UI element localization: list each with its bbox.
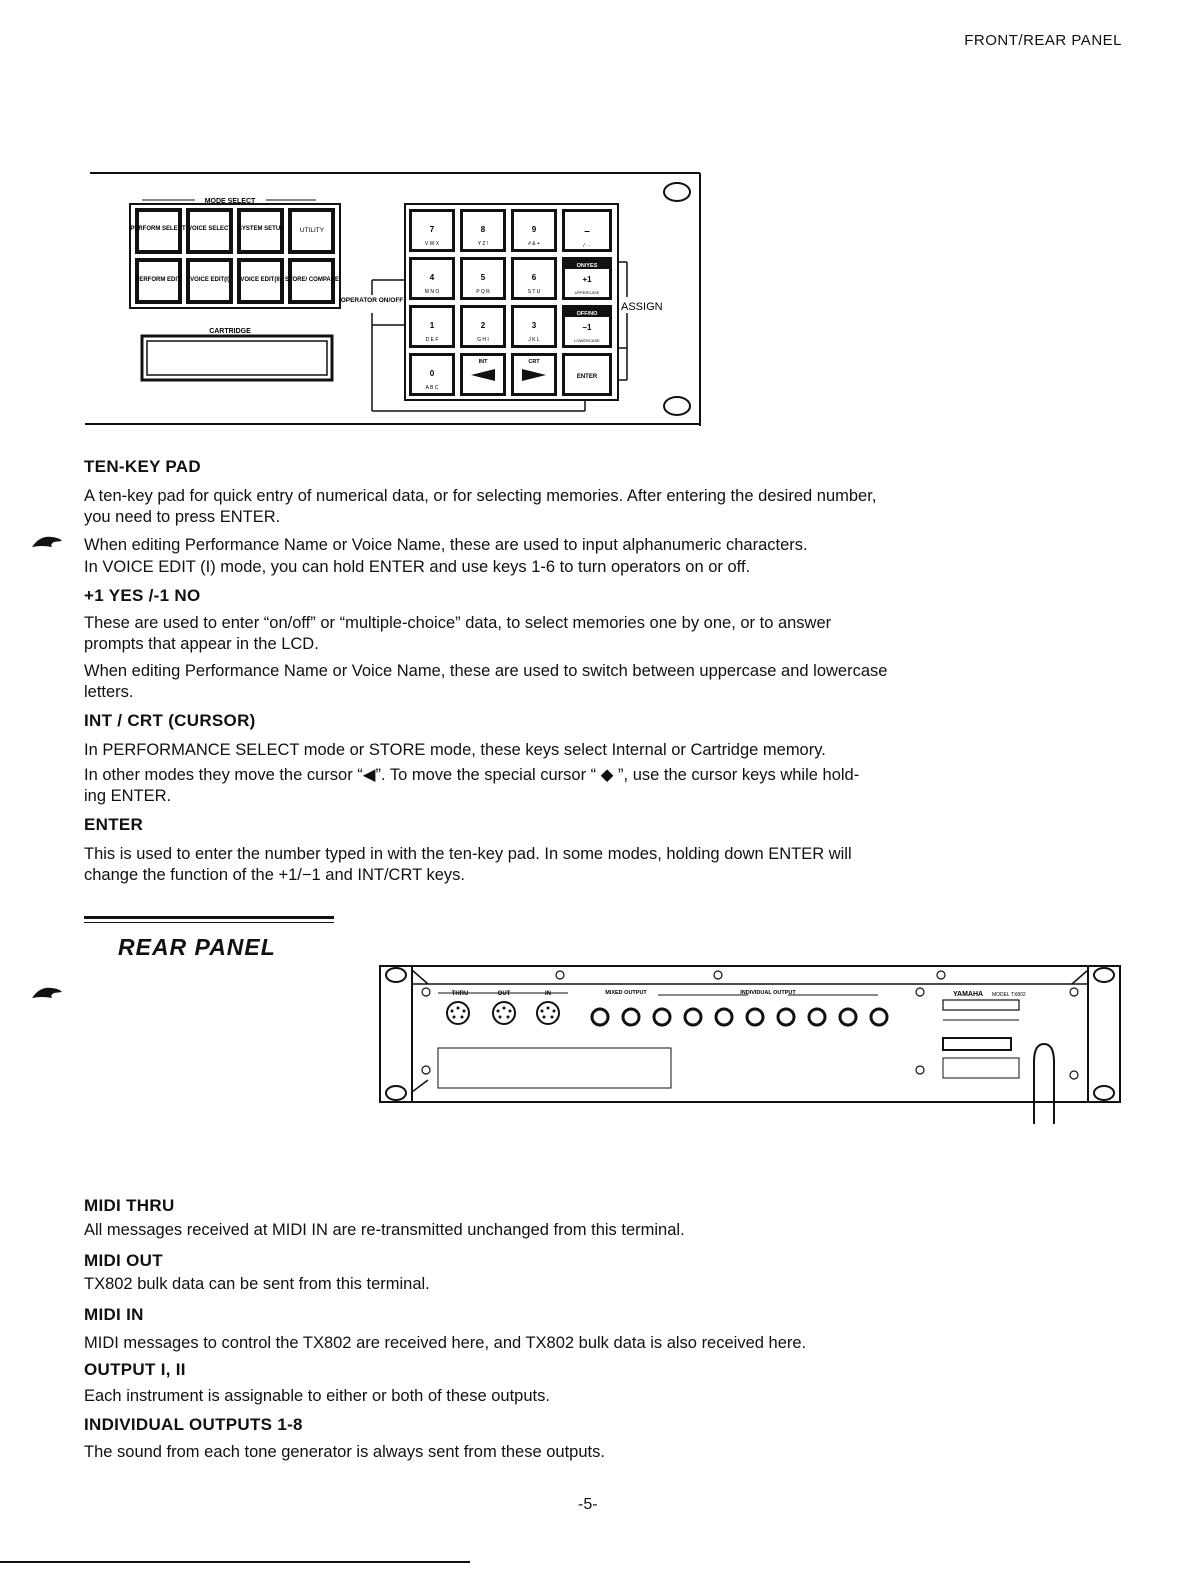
section-title-ten-key: TEN-KEY PAD <box>84 457 201 476</box>
individual-output-7-jack[interactable] <box>840 1009 856 1025</box>
svg-text:1: 1 <box>429 321 435 330</box>
assign-label: ASSIGN <box>621 301 663 313</box>
svg-text:S T U: S T U <box>527 289 541 295</box>
svg-text:9: 9 <box>531 225 537 234</box>
section-line: ing ENTER. <box>84 787 172 805</box>
svg-text:PERFORM SELECT: PERFORM SELECT <box>130 226 186 232</box>
margin-hand-icon <box>30 984 64 1002</box>
power-cord <box>1034 1044 1054 1124</box>
key-4[interactable] <box>409 257 455 300</box>
section-line: you need to press ENTER. <box>84 508 281 526</box>
svg-text:P Q R: P Q R <box>476 289 490 295</box>
individual-output-4-jack[interactable] <box>747 1009 763 1025</box>
svg-text:4: 4 <box>429 273 435 282</box>
mode-button-perform-select[interactable] <box>130 208 186 254</box>
key-0[interactable] <box>409 353 455 396</box>
section-title-midi-in: MIDI IN <box>84 1305 144 1324</box>
rear-heading-rule <box>84 916 334 919</box>
operator-label: OPERATOR ON/OFF <box>340 297 404 304</box>
section-line: In VOICE EDIT (I) mode, you can hold ENTER and use keys 1-6 to turn operators on or off. <box>84 558 751 576</box>
rear-heading-rule-thin <box>84 922 334 923</box>
svg-text:VOICE EDIT(II): VOICE EDIT(II) <box>240 277 282 283</box>
key-int[interactable] <box>460 353 506 396</box>
mode-button-voice-edit-2[interactable] <box>237 258 284 304</box>
key-enter[interactable] <box>562 353 612 396</box>
svg-text:+1: +1 <box>582 275 592 284</box>
section-line: The sound from each tone generator is always sent from these outputs. <box>84 1443 605 1461</box>
svg-text:–1: –1 <box>582 323 592 332</box>
svg-text:8: 8 <box>480 225 486 234</box>
svg-text:–: – <box>584 226 590 237</box>
section-title-enter: ENTER <box>84 815 144 834</box>
rear-panel-diagram <box>378 962 1124 1128</box>
svg-text:A B C: A B C <box>425 385 439 391</box>
midi-out-port[interactable] <box>493 1002 515 1024</box>
svg-text:2: 2 <box>480 321 486 330</box>
rear-panel-title: REAR PANEL <box>118 934 276 960</box>
svg-text:G H I: G H I <box>477 337 489 343</box>
svg-text:7: 7 <box>429 225 435 234</box>
individual-output-5-jack[interactable] <box>778 1009 794 1025</box>
key-plus-one-yes[interactable] <box>562 257 612 300</box>
key-1[interactable] <box>409 305 455 348</box>
page-number: -5- <box>578 1496 598 1513</box>
section-line: change the function of the +1/−1 and INT/CRT keys. <box>84 866 465 884</box>
cartridge-label: CARTRIDGE <box>209 328 251 335</box>
svg-text:VOICE EDIT(I): VOICE EDIT(I) <box>190 277 230 283</box>
key-minus-one-no[interactable] <box>562 305 612 348</box>
section-line: When editing Performance Name or Voice Name, these are used to switch between uppercase and lowercase <box>84 662 888 680</box>
section-line: In PERFORMANCE SELECT mode or STORE mode, these keys select Internal or Cartridge memory. <box>84 741 826 759</box>
individual-output-label: INDIVIDUAL OUTPUT <box>740 990 796 996</box>
mode-button-store-compare[interactable] <box>285 258 339 304</box>
individual-output-3-jack[interactable] <box>716 1009 732 1025</box>
key-8[interactable] <box>460 209 506 252</box>
mode-button-voice-select[interactable] <box>186 208 233 254</box>
key-3[interactable] <box>511 305 557 348</box>
section-line: TX802 bulk data can be sent from this terminal. <box>84 1275 430 1293</box>
svg-text:J K L: J K L <box>528 337 540 343</box>
svg-text:6: 6 <box>531 273 537 282</box>
section-title-yes-no: +1 YES /-1 NO <box>84 586 201 605</box>
individual-output-2-jack[interactable] <box>685 1009 701 1025</box>
section-line: letters. <box>84 683 134 701</box>
section-line: When editing Performance Name or Voice Name, these are used to input alphanumeric characters. <box>84 536 808 554</box>
svg-text:# & +: # & + <box>528 241 540 247</box>
section-line: All messages received at MIDI IN are re-transmitted unchanged from this terminal. <box>84 1221 685 1239</box>
svg-text:UTILITY: UTILITY <box>299 227 325 234</box>
svg-text:V W X: V W X <box>424 241 440 247</box>
brand-logo-text: YAMAHA <box>953 991 984 998</box>
model-label: MODEL TX802 <box>992 992 1026 998</box>
cartridge-slot[interactable] <box>142 336 332 380</box>
section-line: MIDI messages to control the TX802 are received here, and TX802 bulk data is also received here. <box>84 1334 807 1352</box>
section-line: A ten-key pad for quick entry of numerical data, or for selecting memories. After entering the desired number, <box>84 487 877 505</box>
individual-output-6-jack[interactable] <box>809 1009 825 1025</box>
section-line: prompts that appear in the LCD. <box>84 635 319 653</box>
svg-text:SYSTEM SETUP: SYSTEM SETUP <box>237 226 285 232</box>
midi-in-label: IN <box>545 991 551 997</box>
key-7[interactable] <box>409 209 455 252</box>
section-line: These are used to enter “on/off” or “multiple-choice” data, to select memories one by one, or to answer <box>84 614 832 632</box>
svg-text:3: 3 <box>531 321 537 330</box>
svg-text:ENTER: ENTER <box>576 374 598 380</box>
svg-text:/ · ·: / · · <box>583 243 591 249</box>
section-title-individual-outputs: INDIVIDUAL OUTPUTS 1-8 <box>84 1415 303 1434</box>
mode-select-label: MODE SELECT <box>204 198 256 205</box>
svg-text:ON/YES: ON/YES <box>576 263 598 269</box>
svg-text:PERFORM EDIT: PERFORM EDIT <box>135 277 181 283</box>
section-title-output: OUTPUT I, II <box>84 1360 186 1379</box>
output-1-jack[interactable] <box>592 1009 608 1025</box>
svg-text:OFF/NO: OFF/NO <box>576 311 598 317</box>
section-title-midi-out: MIDI OUT <box>84 1251 163 1270</box>
page-header: FRONT/REAR PANEL <box>964 32 1122 49</box>
individual-output-1-jack[interactable] <box>654 1009 670 1025</box>
midi-out-label: OUT <box>497 991 511 997</box>
mode-button-utility[interactable] <box>288 208 335 254</box>
bottom-edge-line <box>0 1561 470 1563</box>
svg-text:M N O: M N O <box>424 289 440 295</box>
key-2[interactable] <box>460 305 506 348</box>
svg-text:5: 5 <box>480 273 486 282</box>
section-line: In other modes they move the cursor “◀”. To move the special cursor “ ◆ ”, use the cursor keys while hold- <box>84 766 860 784</box>
section-line: Each instrument is assignable to either or both of these outputs. <box>84 1387 550 1405</box>
svg-text:VOICE SELECT: VOICE SELECT <box>187 226 233 232</box>
key-6[interactable] <box>511 257 557 300</box>
svg-text:CRT: CRT <box>528 359 540 365</box>
output-2-jack[interactable] <box>623 1009 639 1025</box>
section-title-midi-thru: MIDI THRU <box>84 1196 175 1215</box>
midi-thru-label: THRU <box>451 991 469 997</box>
front-panel-diagram <box>80 168 705 430</box>
midi-thru-port[interactable] <box>447 1002 469 1024</box>
svg-text:D E F: D E F <box>425 337 439 343</box>
svg-text:LOWERCASE: LOWERCASE <box>574 338 600 343</box>
key-9[interactable] <box>511 209 557 252</box>
svg-text:UPPERCASE: UPPERCASE <box>574 290 600 295</box>
section-line: This is used to enter the number typed in with the ten-key pad. In some modes, holding down ENTER will <box>84 845 852 863</box>
svg-text:STORE/ COMPARE: STORE/ COMPARE <box>284 277 340 283</box>
margin-hand-icon <box>30 533 64 551</box>
midi-in-port[interactable] <box>537 1002 559 1024</box>
key-dash[interactable] <box>562 209 612 252</box>
svg-text:INT: INT <box>478 359 488 365</box>
mixed-output-label: MIXED OUTPUT <box>605 990 647 996</box>
mode-button-voice-edit-1[interactable] <box>186 258 233 304</box>
key-crt[interactable] <box>511 353 557 396</box>
mode-button-perform-edit[interactable] <box>135 258 182 304</box>
key-5[interactable] <box>460 257 506 300</box>
individual-output-8-jack[interactable] <box>871 1009 887 1025</box>
svg-text:Y Z !: Y Z ! <box>477 241 489 247</box>
svg-text:0: 0 <box>429 369 435 378</box>
mode-button-system-setup[interactable] <box>237 208 284 254</box>
section-title-int-crt: INT / CRT (CURSOR) <box>84 711 256 730</box>
